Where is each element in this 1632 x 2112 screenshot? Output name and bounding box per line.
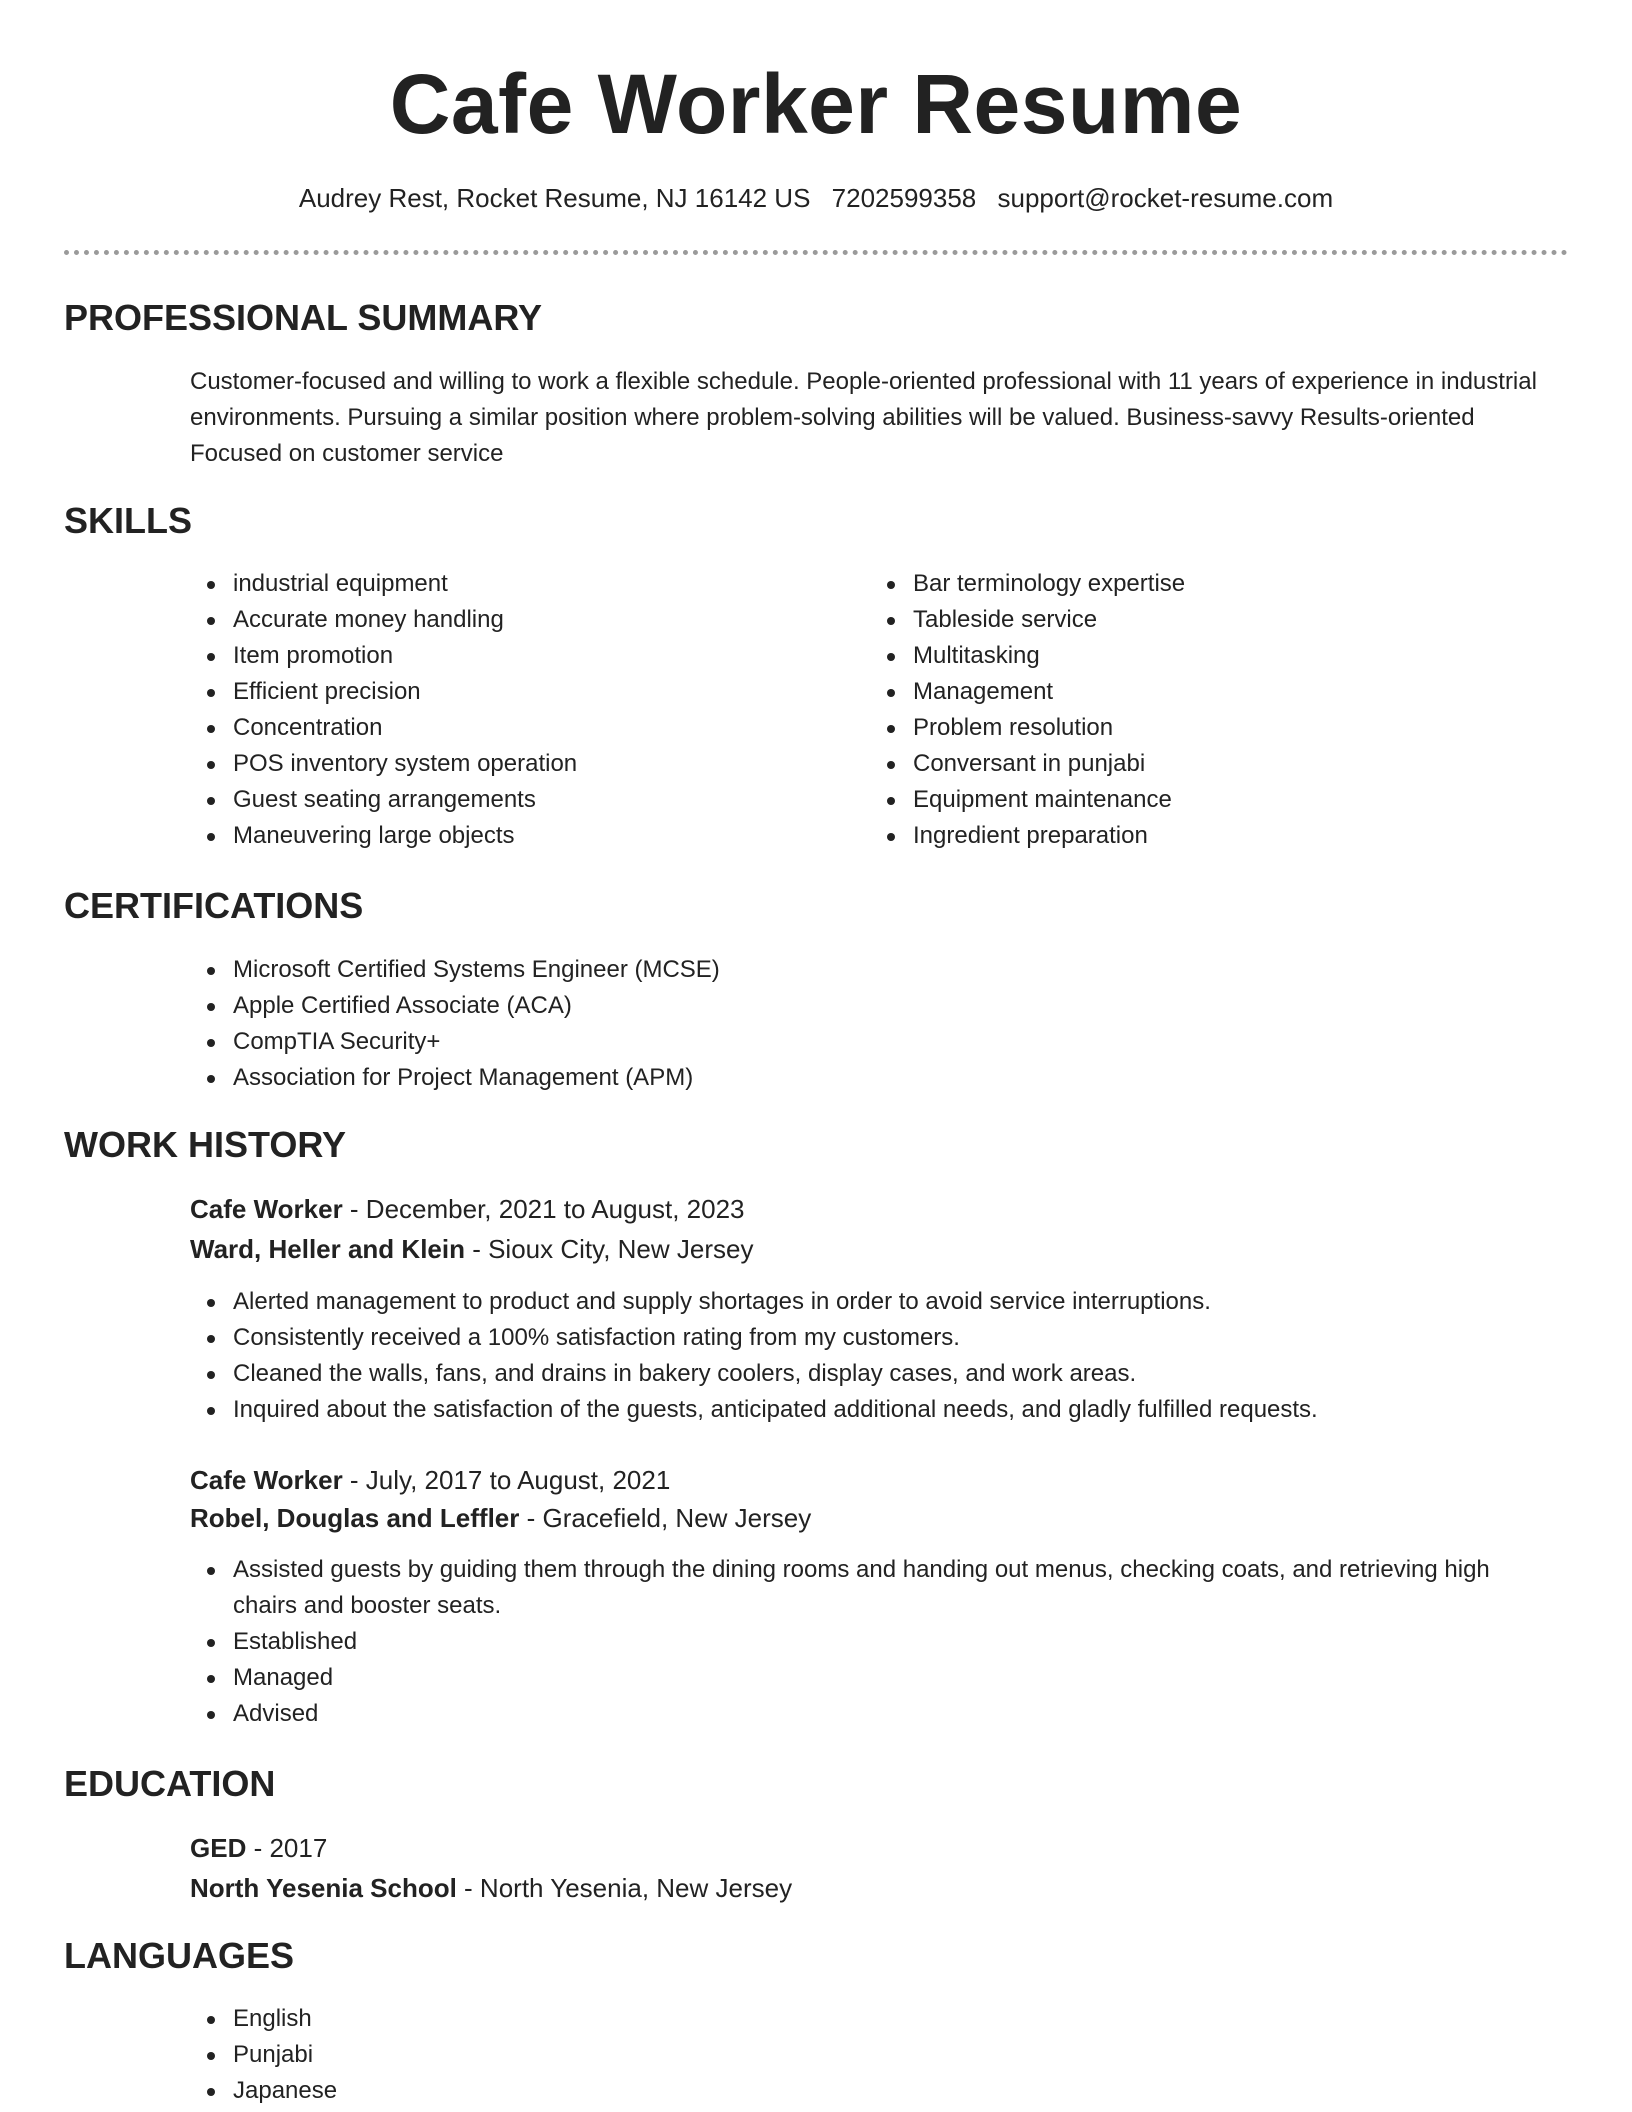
skills-list-right <box>870 566 1490 854</box>
job-duty-item: Assisted guests by guiding them through the dining rooms and handing out menus, checking coats, and retrieving high chairs and booster seats. <box>190 1552 1560 1624</box>
skill-item: Bar terminology expertise <box>870 566 1490 602</box>
section-title-languages: LANGUAGES <box>64 1935 295 1976</box>
contact-email: support@rocket-resume.com <box>997 183 1334 213</box>
job-1-company-line <box>190 1231 753 1267</box>
job-duty-item: Alerted management to product and supply shortages in order to avoid service interruptions. <box>190 1284 1560 1320</box>
section-title-work-history: WORK HISTORY <box>64 1124 347 1165</box>
job-title: Cafe Worker <box>190 1465 343 1495</box>
skill-item: Ingredient preparation <box>870 818 1490 854</box>
skill-item: Conversant in punjabi <box>870 746 1490 782</box>
job-dates: - December, 2021 to August, 2023 <box>342 1194 745 1224</box>
skills-list-left <box>190 566 810 854</box>
job-company: Robel, Douglas and Leffler <box>190 1503 520 1533</box>
certification-item: Apple Certified Associate (ACA) <box>190 988 1560 1024</box>
section-title-summary: PROFESSIONAL SUMMARY <box>64 297 543 338</box>
education-location: - North Yesenia, New Jersey <box>456 1873 793 1903</box>
certifications-list <box>190 952 1560 1096</box>
language-item: English <box>190 2001 790 2037</box>
education-school: North Yesenia School <box>190 1873 457 1903</box>
skill-item: Tableside service <box>870 602 1490 638</box>
job-duty-item: Cleaned the walls, fans, and drains in bakery coolers, display cases, and work areas. <box>190 1356 1560 1392</box>
languages-list <box>190 2001 790 2109</box>
contact-line <box>0 180 1632 216</box>
skill-item: Maneuvering large objects <box>190 818 810 854</box>
job-2-company-line <box>190 1500 811 1536</box>
section-title-skills: SKILLS <box>64 500 193 541</box>
skill-item: Multitasking <box>870 638 1490 674</box>
certification-item: Microsoft Certified Systems Engineer (MCSE) <box>190 952 1560 988</box>
language-item: Japanese <box>190 2073 790 2109</box>
education-year: - 2017 <box>246 1833 328 1863</box>
skill-item: Concentration <box>190 710 810 746</box>
job-duty-item: Established <box>190 1624 1560 1660</box>
skill-item: industrial equipment <box>190 566 810 602</box>
education-degree-line <box>190 1830 327 1866</box>
skill-item: Accurate money handling <box>190 602 810 638</box>
language-item: Punjabi <box>190 2037 790 2073</box>
job-duty-item: Managed <box>190 1660 1560 1696</box>
skill-item: POS inventory system operation <box>190 746 810 782</box>
skill-item: Efficient precision <box>190 674 810 710</box>
job-location: - Gracefield, New Jersey <box>519 1503 812 1533</box>
job-location: - Sioux City, New Jersey <box>464 1234 754 1264</box>
skill-item: Problem resolution <box>870 710 1490 746</box>
job-2-duties <box>190 1552 1560 1732</box>
job-duty-item: Advised <box>190 1696 1560 1732</box>
certification-item: Association for Project Management (APM) <box>190 1060 1560 1096</box>
job-duty-item: Inquired about the satisfaction of the guests, anticipated additional needs, and gladly fulfilled requests. <box>190 1392 1560 1428</box>
education-school-line <box>190 1870 792 1906</box>
resume-title: Cafe Worker Resume <box>389 57 1243 151</box>
job-1-duties <box>190 1284 1560 1428</box>
job-2-title-line <box>190 1462 670 1498</box>
contact-address: Audrey Rest, Rocket Resume, NJ 16142 US <box>298 183 811 213</box>
skill-item: Guest seating arrangements <box>190 782 810 818</box>
contact-phone: 7202599358 <box>831 183 977 213</box>
skill-item: Management <box>870 674 1490 710</box>
section-title-education: EDUCATION <box>64 1763 276 1804</box>
job-dates: - July, 2017 to August, 2021 <box>342 1465 671 1495</box>
skill-item: Equipment maintenance <box>870 782 1490 818</box>
job-1-title-line <box>190 1191 745 1227</box>
section-title-certifications: CERTIFICATIONS <box>64 885 364 926</box>
summary-text: Customer-focused and willing to work a flexible schedule. People-oriented professional with 11 years of experience in industrial environments. Pursuing a similar position where problem-solving abilities will be valued. Business-savvy Results-oriented Focused on customer service <box>190 368 1537 467</box>
education-degree: GED <box>190 1833 247 1863</box>
header-divider <box>64 250 1568 255</box>
job-company: Ward, Heller and Klein <box>190 1234 465 1264</box>
job-duty-item: Consistently received a 100% satisfaction rating from my customers. <box>190 1320 1560 1356</box>
certification-item: CompTIA Security+ <box>190 1024 1560 1060</box>
skill-item: Item promotion <box>190 638 810 674</box>
job-title: Cafe Worker <box>190 1194 343 1224</box>
